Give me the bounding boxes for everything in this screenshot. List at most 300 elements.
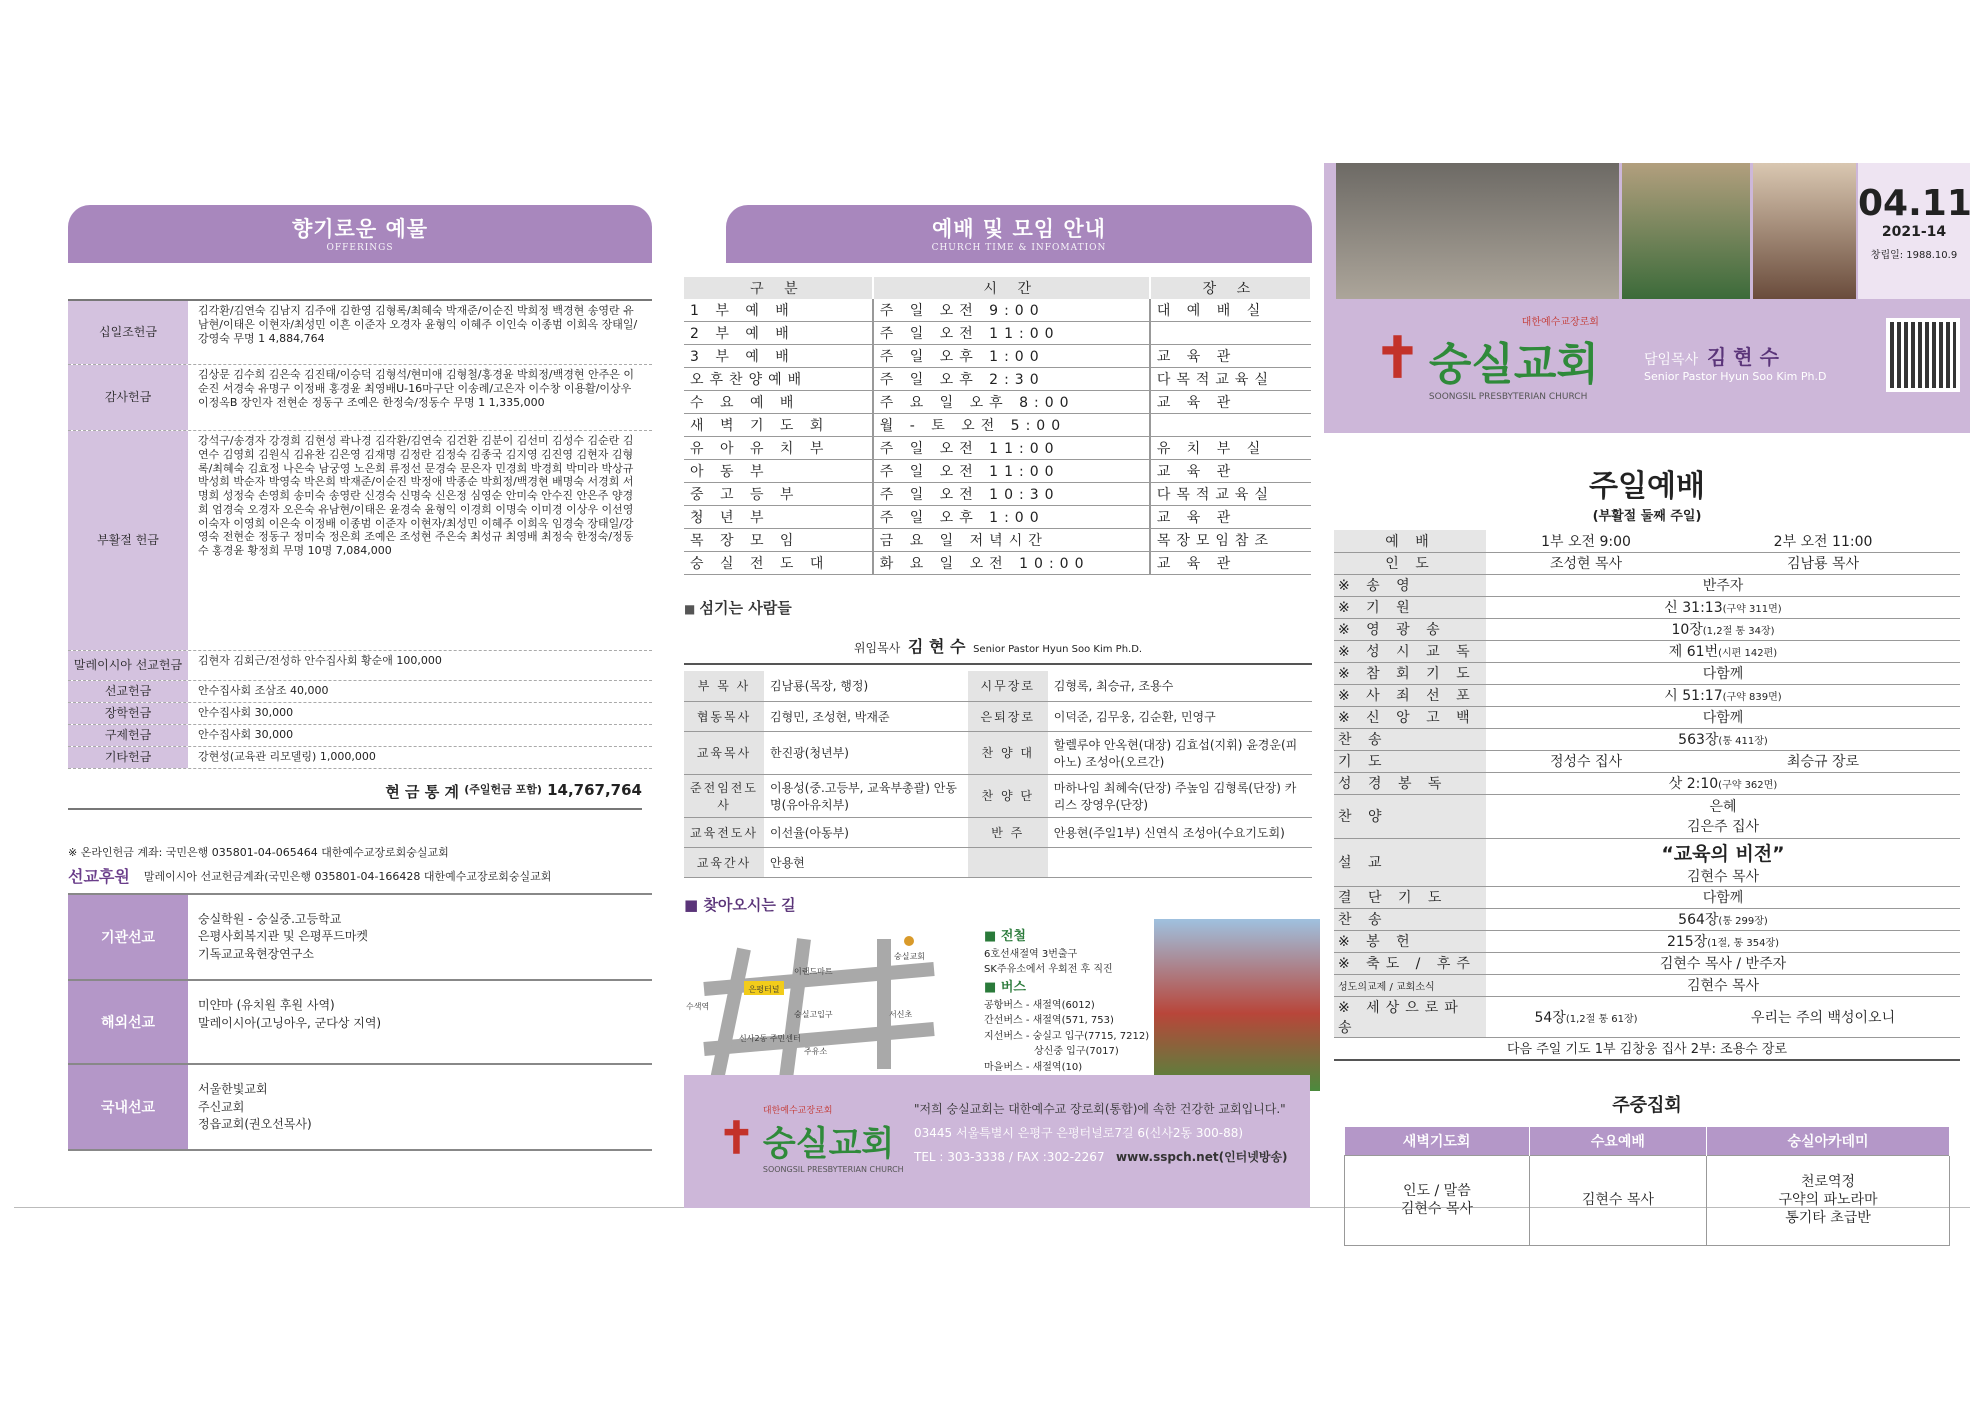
total-value: 14,767,764 <box>547 781 642 799</box>
gathering-cell <box>1529 1155 1706 1245</box>
mission-row <box>68 1065 652 1151</box>
offering-names: 김각환/김연숙 김남지 김주애 김한영 김형록/최혜숙 박재준/이순진 박희정 백경현 송영란 유남현/이태은 이현자/최성민 이흔 이준자 오경자 윤형익 이혜주 이인숙 이종범 이희옥 장태일/강영숙 무명 1 4,884,764 <box>198 304 638 345</box>
worship-item-value <box>1486 618 1960 640</box>
mission-label: 국내선교 <box>68 1065 188 1149</box>
footer-motto: "저희 숭실교회는 대한예수교 장로회(통합)에 속한 건강한 교회입니다." <box>914 1102 1286 1116</box>
schedule-time: 주 일 오전 11:00 <box>873 460 1150 483</box>
offering-names: 안수집사회 30,000 <box>198 728 294 741</box>
schedule-time: 주 일 오전 10:30 <box>873 483 1150 506</box>
mission-targets <box>188 1065 652 1149</box>
schedule-subtitle: CHURCH TIME & INFOMATION <box>931 243 1107 253</box>
worship-item-note: (1절, 통 354장) <box>1707 938 1780 949</box>
worship-item-text: 다함께 <box>1702 890 1744 906</box>
footer-address: 03445 서울특별시 은평구 은평터널로7길 6(신사2동 300-88) <box>914 1126 1244 1140</box>
sending-hymn-number: 54장 <box>1534 1009 1566 1026</box>
schedule-name: 2 부 예 배 <box>684 322 873 345</box>
schedule-header <box>726 205 1312 263</box>
pastor-en: Senior Pastor Hyun Soo Kim Ph.D. <box>973 644 1143 655</box>
worship-row <box>1334 930 1960 952</box>
church-marker <box>904 936 914 946</box>
map-label-tunnel: 은평터널 <box>748 984 780 994</box>
online-account-note: ※ 온라인헌금 계좌: 국민은행 035801-04-065464 대한예수교장로회숭실교회 <box>68 846 449 859</box>
worship-item-text: 10장 <box>1671 622 1703 638</box>
worship-row <box>1334 886 1960 908</box>
worship-item-text: 제 61번 <box>1668 644 1719 660</box>
staff-row <box>684 671 1312 701</box>
worship-item-value <box>1486 886 1960 908</box>
worship-order-table <box>1334 530 1960 1038</box>
schedule-place: 대 예 배 실 <box>1150 299 1311 322</box>
worship-service-row <box>1334 530 1960 552</box>
worship-item-note: (구약 839면) <box>1722 692 1782 703</box>
bus-line-1: 공항버스 - 새절역(6012) <box>984 999 1095 1011</box>
worship-anthem-row <box>1334 794 1960 838</box>
staff-names-2: 김형록, 최승규, 조용수 <box>1048 671 1312 701</box>
schedule-column <box>684 163 1312 1174</box>
worship-sending-hymn <box>1486 996 1686 1037</box>
gatherings-row <box>1345 1155 1950 1245</box>
worship-row <box>1334 952 1960 974</box>
worship-item-label: 결 단 기 도 <box>1334 886 1486 908</box>
worship-leader-label: 인 도 <box>1334 552 1486 574</box>
bulletin-page <box>14 163 1972 1227</box>
bulletin-date: 04.11 <box>1858 183 1972 224</box>
bus-line-3: 지선버스 - 숭실고 입구(7715, 7212) <box>984 1030 1150 1042</box>
offering-row <box>68 725 652 747</box>
worship-item-label: 찬 송 <box>1334 728 1486 750</box>
schedule-name: 아 동 부 <box>684 460 873 483</box>
offering-row <box>68 301 652 365</box>
schedule-row <box>684 529 1311 552</box>
mission-row <box>68 895 652 981</box>
mission-account: 말레이시아 선교헌금계좌(국민은행 035801-04-166428 대한예수교장로회숭실교회 <box>143 869 552 883</box>
worship-prayer-1: 정성수 집사 <box>1486 750 1686 772</box>
worship-row <box>1334 974 1960 996</box>
schedule-name: 유 아 유 치 부 <box>684 437 873 460</box>
staff-names: 이용성(중.고등부, 교육부총괄) 안동명(유아유치부) <box>764 774 968 817</box>
worship-item-note: (통 411장) <box>1718 736 1768 747</box>
gathering-line: 김현수 목사 <box>1400 1201 1473 1217</box>
map-label-elem: 서신초 <box>889 1009 913 1019</box>
staff-names-2: 안용현(주일1부) 신연식 조성아(수요기도회) <box>1048 817 1312 847</box>
worship-item-note: (1,2절 통 34장) <box>1702 626 1775 637</box>
mission-target: 미얀마 (유치원 후원 사역) <box>198 998 335 1013</box>
schedule-time: 주 요 일 오후 8:00 <box>873 391 1150 414</box>
worship-item-text: 반주자 <box>1702 578 1744 594</box>
staff-names-2: 마하나임 최혜숙(단장) 주높임 김형록(단장) 카리스 장영우(단장) <box>1048 774 1312 817</box>
schedule-time: 주 일 오후 1:00 <box>873 506 1150 529</box>
worship-anthem-label: 찬 양 <box>1334 794 1486 838</box>
offering-label: 선교헌금 <box>68 681 188 702</box>
worship-item-text: 신 31:13 <box>1664 600 1723 616</box>
staff-names-2: 할렐루야 안옥현(대장) 김효섭(지휘) 윤경운(피아노) 조성아(오르간) <box>1048 731 1312 774</box>
map-label-center: 신사2동 주민센터 <box>739 1033 801 1043</box>
bulletin-issue: 2021-14 <box>1881 224 1947 240</box>
mission-target: 은평사회복지관 및 은평푸드마켓 <box>198 929 368 944</box>
worship-item-text: 시 51:17 <box>1664 688 1723 704</box>
gathering-line: 구약의 파노라마 <box>1778 1191 1878 1208</box>
offering-row <box>68 703 652 725</box>
offering-names: 강현성(교육관 리모델링) 1,000,000 <box>198 750 376 763</box>
staff-role: 부 목 사 <box>684 671 764 701</box>
worship-item-value <box>1486 640 1960 662</box>
performers-photo <box>1753 163 1856 299</box>
mission-target: 주신교회 <box>198 1099 245 1114</box>
map-label-mart: 이랜드마트 <box>794 966 833 976</box>
staff-role-2: 시무장로 <box>968 671 1048 701</box>
mission-targets <box>188 895 652 979</box>
schedule-place: 교 육 관 <box>1150 552 1311 575</box>
offerings-header <box>68 205 652 263</box>
schedule-name: 3 부 예 배 <box>684 345 873 368</box>
worship-item-note: (구약 362면) <box>1718 780 1778 791</box>
offerings-total <box>68 781 642 810</box>
staff-role-2 <box>968 847 1048 877</box>
worship-sermon-value <box>1486 838 1960 886</box>
worship-row <box>1334 772 1960 794</box>
offering-label: 구제헌금 <box>68 725 188 746</box>
schedule-name: 수 요 예 배 <box>684 391 873 414</box>
staff-row <box>684 701 1312 731</box>
worship-item-label: ※ 성 시 교 독 <box>1334 640 1486 662</box>
banner <box>1324 163 1970 433</box>
worship-prayer-label: 기 도 <box>1334 750 1486 772</box>
worship-service-label: 예 배 <box>1334 530 1486 552</box>
footer-info <box>914 1097 1288 1169</box>
worship-item-label: ※ 사 죄 선 포 <box>1334 684 1486 706</box>
offering-row <box>68 365 652 431</box>
subway-line-2: SK주유소에서 우회전 후 직진 <box>984 964 1113 976</box>
staff-names-2 <box>1048 847 1312 877</box>
offering-row <box>68 651 652 681</box>
schedule-row <box>684 299 1311 322</box>
schedule-place <box>1150 414 1311 437</box>
staff-role: 교육목사 <box>684 731 764 774</box>
subway-label: ■ 전철 <box>984 928 1026 944</box>
worship-column <box>1324 163 1970 1246</box>
staff-role-2: 찬 양 대 <box>968 731 1048 774</box>
worship-service-2: 2부 오전 11:00 <box>1686 530 1960 552</box>
schedule-row <box>684 506 1311 529</box>
footer-denomination: 대한예수교장로회 <box>762 1106 833 1116</box>
map-label-school: 숭실고입구 <box>794 1009 833 1019</box>
mission-targets <box>188 981 652 1063</box>
gathering-cell <box>1345 1155 1530 1245</box>
mission-target: 서울한빛교회 <box>198 1082 268 1097</box>
footer-panel <box>684 1075 1310 1208</box>
staff-names: 한진광(청년부) <box>764 731 968 774</box>
worship-item-label: 성 경 봉 독 <box>1334 772 1486 794</box>
offering-names: 김현자 김회근/전성하 안수집사회 황순애 100,000 <box>198 654 442 667</box>
schedule-place: 교 육 관 <box>1150 506 1311 529</box>
schedule-row <box>684 391 1311 414</box>
offering-label: 부활절 헌금 <box>68 431 188 650</box>
worship-item-label: ※ 영 광 송 <box>1334 618 1486 640</box>
worship-row <box>1334 908 1960 930</box>
staff-table <box>684 671 1312 878</box>
gathering-cell <box>1707 1155 1950 1245</box>
schedule-name: 오후찬양예배 <box>684 368 873 391</box>
worship-item-value <box>1486 662 1960 684</box>
mission-target: 기독교교육현장연구소 <box>198 946 314 961</box>
worship-item-value <box>1486 728 1960 750</box>
worship-row <box>1334 596 1960 618</box>
staff-role-2: 반 주 <box>968 817 1048 847</box>
worship-row <box>1334 684 1960 706</box>
bus-label: ■ 버스 <box>984 979 1026 995</box>
worship-item-text: 215장 <box>1666 934 1708 950</box>
worship-sending-label: ※ 세상으로파송 <box>1334 996 1486 1037</box>
worship-sending-row <box>1334 996 1960 1037</box>
worship-item-text: 김현수 목사 <box>1686 978 1760 994</box>
staff-role: 교육전도사 <box>684 817 764 847</box>
worship-service-1: 1부 오전 9:00 <box>1486 530 1686 552</box>
offering-label: 기타헌금 <box>68 747 188 768</box>
worship-item-note: (통 299장) <box>1718 916 1768 927</box>
schedule-place: 교 육 관 <box>1150 345 1311 368</box>
worship-item-label: ※ 기 원 <box>1334 596 1486 618</box>
offering-label: 말레이시아 선교헌금 <box>68 651 188 680</box>
schedule-row <box>684 483 1311 506</box>
schedule-time: 월 - 토 오전 5:00 <box>873 414 1150 437</box>
worship-item-value <box>1486 684 1960 706</box>
congregation-photo <box>1336 163 1619 299</box>
worship-item-label: 찬 송 <box>1334 908 1486 930</box>
schedule-place: 다목적교육실 <box>1150 368 1311 391</box>
mission-label: 해외선교 <box>68 981 188 1063</box>
total-note: (주일헌금 포함) <box>464 783 542 796</box>
staff-names: 김형민, 조성현, 박재준 <box>764 701 968 731</box>
gathering-line: 인도 / 말씀 <box>1403 1182 1471 1199</box>
gathering-dawn: 새벽기도회 <box>1345 1127 1530 1156</box>
pastor-name: 김 현 수 <box>907 637 966 656</box>
worship-row <box>1334 618 1960 640</box>
schedule-row <box>684 345 1311 368</box>
schedule-time: 주 일 오전 9:00 <box>873 299 1150 322</box>
worship-item-label: ※ 신 앙 고 백 <box>1334 706 1486 728</box>
worship-item-label: ※ 참 회 기 도 <box>1334 662 1486 684</box>
banner-denomination: 대한예수교장로회 <box>1521 317 1599 328</box>
offerings-table <box>68 299 652 769</box>
worship-item-value <box>1486 974 1960 996</box>
map-illustration <box>684 929 944 1099</box>
offerings-column <box>68 163 652 1151</box>
worship-row <box>1334 728 1960 750</box>
schedule-place: 목장모임참조 <box>1150 529 1311 552</box>
schedule-row <box>684 552 1311 575</box>
bus-line-2: 간선버스 - 새절역(571, 753) <box>984 1015 1114 1027</box>
worship-item-value <box>1486 952 1960 974</box>
schedule-place: 교 육 관 <box>1150 391 1311 414</box>
worship-sermon-row <box>1334 838 1960 886</box>
offering-label: 장학헌금 <box>68 703 188 724</box>
worship-item-value <box>1486 574 1960 596</box>
staff-row <box>684 774 1312 817</box>
staff-names: 이선율(아동부) <box>764 817 968 847</box>
offering-names: 안수집사회 조삼조 40,000 <box>198 684 329 697</box>
schedule-time: 화 요 일 오전 10:00 <box>873 552 1150 575</box>
footer-tel: TEL : 303-3338 / FAX :302-2267 <box>914 1150 1105 1164</box>
cross-icon: ✝ <box>718 1113 755 1164</box>
mission-label: 기관선교 <box>68 895 188 979</box>
offerings-subtitle: OFFERINGS <box>326 243 394 253</box>
schedule-col-place: 장 소 <box>1150 277 1311 299</box>
schedule-row <box>684 437 1311 460</box>
banner-pastor-label: 담임목사 <box>1644 352 1699 368</box>
banner-church-en: SOONGSIL PRESBYTERIAN CHURCH <box>1428 392 1588 402</box>
schedule-table <box>684 277 1312 575</box>
worship-leader-2: 김남룡 목사 <box>1686 552 1960 574</box>
church-photo <box>1154 919 1320 1091</box>
worship-prayer-2: 최승규 장로 <box>1686 750 1960 772</box>
offering-names: 안수집사회 30,000 <box>198 706 294 719</box>
worship-sermon-title: “교육의 비전” <box>1661 842 1785 865</box>
worship-row <box>1334 662 1960 684</box>
worship-leader-row <box>1334 552 1960 574</box>
cross-icon: ✝ <box>1374 324 1421 391</box>
staff-role: 협동목사 <box>684 701 764 731</box>
offering-names: 강석구/송경자 강경희 김현성 곽나경 김각환/김연숙 김건환 김분이 김선미 김성수 김순란 김연수 김영희 김원식 김유찬 김은영 김재명 김정란 김정숙 김종국 김지영 김진영 김현자 김형록/최혜숙 김효정 나은숙 남궁영 노은희 류정선 문경숙 문은자 민경희 박경희 박미라 박상규 박성희 박순자 박영숙 박은희 박재준/이순진 박정애 박종순 박희정/백경현 배명숙 서경희 서명희 성정숙 손영희 송미숙 송영란 신경숙 신명숙 신은정 심영순 안미숙 안수진 안은주 양경희 엄경숙 오경자 오은숙 유남현/이태은 윤경숙 윤형익 이경희 이명숙 이미경 이상우 이선영 이숙자 이영희 이은숙 이정배 이종범 이준자 이현자/최성민 이혜주 이희옥 임경숙 장태일/강영숙 전현순 정동구 정미숙 정은희 조예은 조성현 주은숙 최성규 최영배 최정숙 한정숙/정동수 홍경윤 황정희 무명 10명 7,084,000 <box>198 434 634 557</box>
directions-title-text: 찾아오시는 길 <box>703 895 796 914</box>
map-label-church: 숭실교회 <box>894 951 925 961</box>
schedule-row <box>684 460 1311 483</box>
worship-sending-text: 우리는 주의 백성이오니 <box>1686 996 1960 1037</box>
gatherings-table <box>1344 1127 1950 1246</box>
worship-item-value <box>1486 772 1960 794</box>
schedule-place: 교 육 관 <box>1150 460 1311 483</box>
worship-item-note: (시편 142편) <box>1718 648 1778 659</box>
mission-heading <box>68 864 652 895</box>
worship-item-text: 다함께 <box>1702 666 1744 682</box>
schedule-time: 주 일 오후 1:00 <box>873 345 1150 368</box>
offering-row <box>68 681 652 703</box>
mission-title: 선교후원 <box>68 867 130 886</box>
footer-church-name: 숭실교회 <box>762 1124 895 1164</box>
worship-row <box>1334 574 1960 596</box>
schedule-name: 중 고 등 부 <box>684 483 873 506</box>
staff-names: 김남룡(목장, 행정) <box>764 671 968 701</box>
worship-anthem-person: 김은주 집사 <box>1686 819 1760 835</box>
offering-label: 십일조헌금 <box>68 301 188 364</box>
worship-item-label: ※ 송 영 <box>1334 574 1486 596</box>
worship-item-label: ※ 축도 / 후주 <box>1334 952 1486 974</box>
schedule-row <box>684 322 1311 345</box>
schedule-time: 주 일 오전 11:00 <box>873 322 1150 345</box>
worship-sermon-person: 김현수 목사 <box>1686 868 1760 885</box>
worship-item-value <box>1486 706 1960 728</box>
sending-hymn-note: (1,2절 통 61장) <box>1565 1013 1638 1025</box>
staff-role-2: 찬 양 단 <box>968 774 1048 817</box>
staff-role-2: 은퇴장로 <box>968 701 1048 731</box>
worship-leader-1: 조성현 목사 <box>1486 552 1686 574</box>
banner-logo <box>1374 313 1599 402</box>
staff-row <box>684 847 1312 877</box>
subway-line-1: 6호선새절역 3번출구 <box>984 948 1078 960</box>
worship-item-value <box>1486 596 1960 618</box>
senior-pastor-line <box>684 634 1312 665</box>
staff-names: 안용현 <box>764 847 968 877</box>
staff-row <box>684 731 1312 774</box>
worship-prayer-row <box>1334 750 1960 772</box>
worship-item-text: 삿 2:10 <box>1668 776 1719 792</box>
schedule-time: 주 일 오후 2:30 <box>873 368 1150 391</box>
schedule-place: 다목적교육실 <box>1150 483 1311 506</box>
schedule-name: 1 부 예 배 <box>684 299 873 322</box>
schedule-time: 주 일 오전 11:00 <box>873 437 1150 460</box>
mission-target: 정읍교회(권오선목사) <box>198 1116 312 1131</box>
schedule-header-row <box>684 277 1311 299</box>
bus-line-5: 마을버스 - 새절역(10) <box>984 1061 1083 1073</box>
qr-code[interactable] <box>1886 318 1960 392</box>
mission-target: 숭실학원 - 숭실중.고등학교 <box>198 912 342 926</box>
worship-item-text: 김현수 목사 / 반주자 <box>1659 956 1787 972</box>
map-label-gas: 주유소 <box>804 1046 828 1056</box>
worship-title: 주일예배 <box>1589 469 1705 504</box>
footer-logo <box>718 1103 904 1174</box>
schedule-col-time: 시 간 <box>873 277 1150 299</box>
offerings-title: 향기로운 예물 <box>291 217 429 241</box>
pastor-photo <box>1622 163 1751 299</box>
worship-subtitle: (부활절 둘째 주일) <box>1592 509 1702 524</box>
worship-item-text: 563장 <box>1678 732 1719 748</box>
transit-info <box>984 927 1149 1076</box>
banner-pastor <box>1644 341 1826 383</box>
gatherings-header-row <box>1345 1127 1950 1156</box>
worship-item-value <box>1486 930 1960 952</box>
mission-target: 말레이시아(고닝아우, 군다상 지역) <box>198 1015 382 1030</box>
schedule-place <box>1150 322 1311 345</box>
worship-item-text: 다함께 <box>1702 710 1744 726</box>
worship-sermon-label: 설 교 <box>1334 838 1486 886</box>
worship-anthem-title: 은혜 <box>1709 799 1737 815</box>
gathering-line: 통기타 초급반 <box>1785 1210 1871 1227</box>
schedule-row <box>684 414 1311 437</box>
gathering-line: 천로역정 <box>1800 1173 1856 1190</box>
directions-title: ■ 찾아오시는 길 <box>684 895 796 914</box>
founded-date: 창립일: 1988.10.9 <box>1870 250 1958 261</box>
offering-row <box>68 747 652 769</box>
schedule-row <box>684 368 1311 391</box>
worship-item-label: ※ 봉 헌 <box>1334 930 1486 952</box>
offering-label: 감사헌금 <box>68 365 188 430</box>
map-label-suseak: 수색역 <box>686 1001 710 1011</box>
staff-row <box>684 817 1312 847</box>
staff-names-2: 이덕준, 김무웅, 김순환, 민영구 <box>1048 701 1312 731</box>
offering-row <box>68 431 652 651</box>
gathering-line: 김현수 목사 <box>1581 1191 1654 1208</box>
schedule-col-name: 구 분 <box>684 277 873 299</box>
banner-photos <box>1336 163 1856 299</box>
schedule-place: 유 치 부 실 <box>1150 437 1311 460</box>
date-box <box>1858 163 1970 299</box>
schedule-time: 금 요 일 저녁시간 <box>873 529 1150 552</box>
worship-anthem-value <box>1486 794 1960 838</box>
offering-names: 김상문 김수희 김은숙 김진태/이승덕 김형석/현미애 김형철/홍경윤 박희정/백경현 안주은 이순진 서경숙 유명구 이정배 홍경윤 최영배U-16마구단 이송례/고은자 이수창 이용활/이상우 이정옥B 장인자 전현순 정동구 조예은 한정숙/정동수 무명 1 1,335,000 <box>198 368 634 409</box>
next-week-prayer: 다음 주일 기도 1부 김창웅 집사 2부: 조용수 장로 <box>1334 1038 1960 1061</box>
footer-web-link[interactable]: www.sspch.net(인터넷방송) <box>1116 1150 1288 1164</box>
gatherings-title: 주중집회 <box>1612 1094 1682 1116</box>
staff-role: 준전임전도사 <box>684 774 764 817</box>
banner-pastor-name: 김 현 수 <box>1707 345 1779 369</box>
banner-pastor-en: Senior Pastor Hyun Soo Kim Ph.D <box>1644 370 1827 383</box>
mission-table <box>68 895 652 1151</box>
worship-item-label: 성도의교제 / 교회소식 <box>1334 974 1486 996</box>
worship-item-value <box>1486 908 1960 930</box>
mission-row <box>68 981 652 1065</box>
gathering-wednesday: 수요예배 <box>1529 1127 1706 1156</box>
schedule-name: 숭 실 전 도 대 <box>684 552 873 575</box>
pastor-prefix: 위임목사 <box>853 641 901 655</box>
